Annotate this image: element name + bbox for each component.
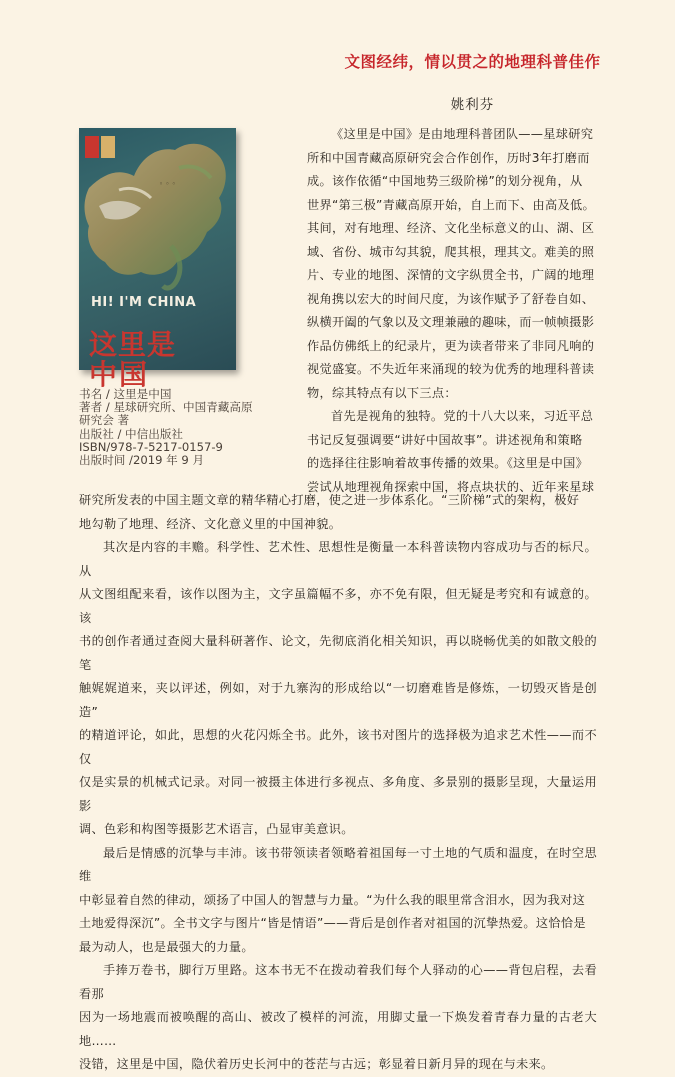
text-line: 作品仿佛纸上的纪录片，更为读者带来了非同凡响的 <box>307 338 595 353</box>
text-line: 纵横开阖的气象以及文理兼融的趣味，而一帧帧摄影 <box>307 315 595 329</box>
cover-chinese-title-line2: 中国 <box>89 358 150 391</box>
text-line: 《这里是中国》是由地理科普团队——星球研究 <box>331 127 594 141</box>
text-line: 从文图组配来看，该作以图为主，文字虽篇幅不多，亦不免有限，但无疑是考究和有诚意的。该 <box>79 587 597 625</box>
text-line: 成。该作依循“中国地势三级阶梯”的划分视角，从 <box>307 174 583 188</box>
text-line: 研究所发表的中国主题文章的精华精心打磨，使之进一步体系化。“三阶梯”式的架构，极好 <box>79 493 580 507</box>
text-line: 的精道评论，如此，思想的火花闪烁全书。此外，该书对图片的选择极为追求艺术性——而不仅 <box>79 728 597 766</box>
text-line: 最后是情感的沉挚与丰沛。该书带领读者领略着祖国每一寸土地的气质和温度，在时空思维 <box>79 845 597 883</box>
text-line: 地勾勒了地理、经济、文化意义里的中国神貌。 <box>79 516 342 531</box>
text-line: 最为动人，也是最强大的力量。 <box>79 939 254 954</box>
text-line: 触娓娓道来，夹以评述，例如，对于九寨沟的形成给以“一切磨难皆是修炼，一切毁灭皆是创造” <box>79 681 597 719</box>
article-author: 姚利芬 <box>450 97 495 113</box>
text-line: 视角携以宏大的时间尺度，为该作赋予了舒卷自如、 <box>307 291 595 306</box>
text-line: 所和中国青藏高原研究会合作创作，历时3年打磨而 <box>307 150 590 165</box>
text-line: 视觉盛宴。不失近年来涌现的较为优秀的地理科普读 <box>307 362 595 376</box>
book-publisher-line: 出版社 / 中信出版社 <box>79 426 184 441</box>
article-title: 文图经纬，情以贯之的地理科普佳作 <box>344 53 601 71</box>
text-line: 中彰显着自然的律动，颂扬了中国人的智慧与力量。“为什么我的眼里常含泪水，因为我对这 <box>79 892 586 907</box>
paragraph-second-point <box>79 536 597 842</box>
text-line: 域、省份、城市勾其貌，爬其根，理其文。难美的照 <box>307 244 595 259</box>
text-line: 没错，这里是中国，隐伏着历史长河中的苍茫与古远；彰显着日新月异的现在与未来。 <box>79 1057 554 1071</box>
paragraph-intro <box>307 123 642 405</box>
column-text <box>307 123 642 499</box>
cover-english-title: HI! I'M CHINA <box>91 295 197 310</box>
svg-text:◦ ◦ ◦: ◦ ◦ ◦ <box>159 180 176 188</box>
text-line: 片、专业的地图、深情的文字纵贯全书，广阔的地理 <box>307 268 595 282</box>
paragraph-first-point <box>307 405 642 499</box>
text-line: 书的创作者通过查阅大量科研著作、论文，先彻底消化相关知识，再以晓畅优美的如散文般的笔 <box>79 634 597 672</box>
paragraph-first-point-cont <box>79 489 597 536</box>
text-line: 仅是实景的机械式记录。对同一被摄主体进行多视点、多角度、多景别的摄影呈现，大量运用影 <box>79 775 597 813</box>
text-line: 调、色彩和构图等摄影艺术语言，凸显审美意识。 <box>79 822 354 836</box>
paragraph-third-point <box>79 842 597 960</box>
cover-chinese-title-line1: 这里是 <box>89 328 177 361</box>
book-title-line: 书名 / 这里是中国 <box>79 387 172 401</box>
text-line: 因为一场地震而被唤醒的高山、被改了模样的河流，用脚丈量一下焕发着青春力量的古老大地…… <box>79 1010 597 1048</box>
text-line: 书记反复强调要“讲好中国故事”。讲述视角和策略 <box>307 432 583 447</box>
text-line: 其次是内容的丰赡。科学性、艺术性、思想性是衡量一本科普读物内容成功与否的标尺。从 <box>79 540 597 578</box>
text-line: 的选择往往影响着故事传播的效果。《这里是中国》 <box>307 456 589 470</box>
paragraph-conclusion <box>79 959 597 1077</box>
text-line: 其间，对有地理、经济、文化坐标意义的山、湖、区 <box>307 221 595 235</box>
text-line: 世界“第三极”青藏高原开始，自上而下、由高及低。 <box>307 197 595 212</box>
book-info <box>79 388 294 467</box>
book-date-line: 出版时间 /2019 年 9 月 <box>79 453 205 468</box>
full-width-text <box>79 489 597 1077</box>
text-line: 尝试从地理视角探索中国，将点块状的、近年来星球 <box>307 479 595 494</box>
text-line: 土地爱得深沉”。全书文字与图片“皆是情语”——背后是创作者对祖国的沉挚热爱。这恰恰是 <box>79 916 586 930</box>
book-cover <box>79 128 236 391</box>
book-isbn-line: ISBN/978-7-5217-0157-9 <box>79 439 223 454</box>
text-line: 手捧万卷书，脚行万里路。这本书无不在拨动着我们每个人驿动的心——背包启程，去看看那 <box>79 963 597 1001</box>
text-line: 首先是视角的独特。党的十八大以来，习近平总 <box>331 409 594 423</box>
text-line: 物，综其特点有以下三点： <box>307 385 457 400</box>
book-author-line: 著者 / 星球研究所、中国青藏高原 <box>79 400 253 415</box>
book-author-line-cont: 研究会 著 <box>79 413 130 428</box>
